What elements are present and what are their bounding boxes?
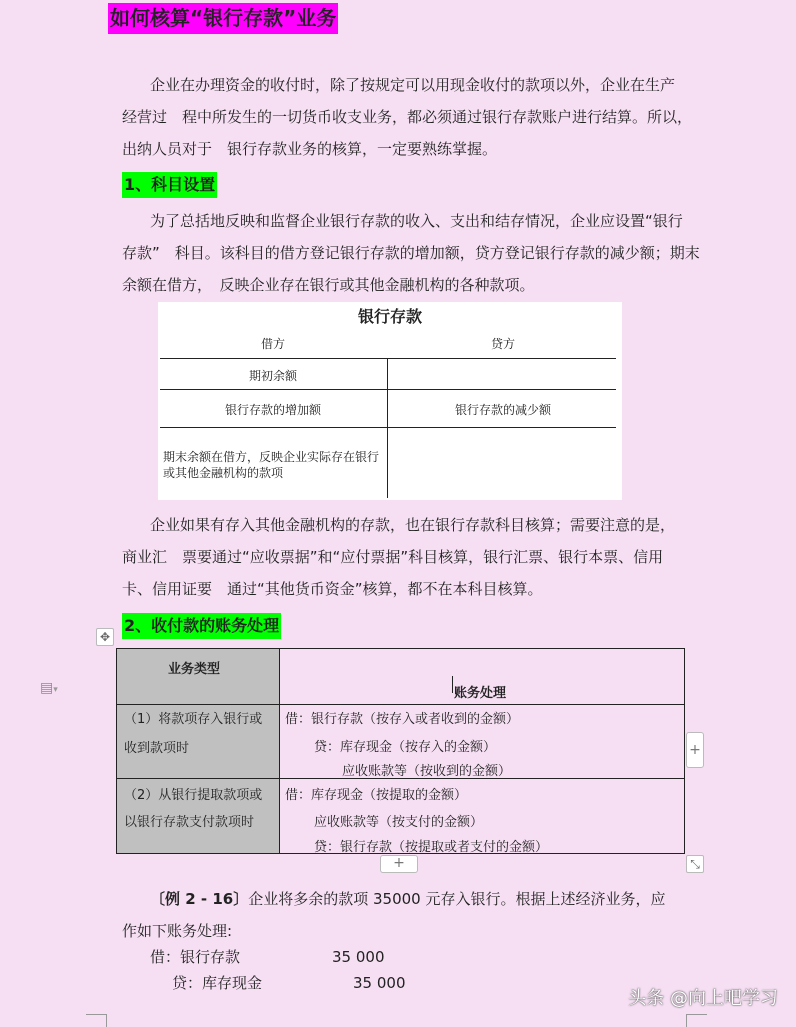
t-account-credit-label: 贷方 <box>490 337 515 351</box>
journal-debit-amount: 35 000 <box>332 948 385 966</box>
intro-line-3: 出纳人员对于 银行存款业务的核算，一定要熟练掌握。 <box>122 140 498 158</box>
row1-entry-line-2: 贷：库存现金（按存入的金额） <box>314 740 497 755</box>
table-header-entry[interactable]: 账务处理 <box>454 686 507 701</box>
t-account-figure <box>158 302 622 500</box>
divider <box>160 427 616 428</box>
journal-credit-account: 贷：库存现金 <box>172 974 263 992</box>
add-row-button[interactable]: + <box>380 855 418 873</box>
note-line-2: 商业汇 票要通过“应收票据”和“应付票据”科目核算，银行汇票、银行本票、信用 <box>122 548 664 566</box>
row1-entry-line-3: 应收账款等（按收到的金额） <box>342 764 512 779</box>
row2-type-line-2: 以银行存款支付款项时 <box>124 815 255 830</box>
row1-entry-line-1: 借：银行存款（按存入或者收到的金额） <box>285 712 520 727</box>
t-account-caption: 银行存款 <box>357 307 422 326</box>
journal-debit-account: 借：银行存款 <box>150 948 241 966</box>
accounting-table <box>116 648 685 854</box>
section1-line-2: 存款” 科目。该科目的借方登记银行存款的增加额，贷方登记银行存款的减少额；期末 <box>122 244 700 262</box>
table-header-type: 业务类型 <box>168 662 221 677</box>
dropdown-caret-icon: ▾ <box>53 685 58 695</box>
divider <box>160 389 616 390</box>
intro-line-1: 企业在办理资金的收付时，除了按规定可以用现金收付的款项以外，企业在生产 <box>150 76 676 94</box>
note-line-1: 企业如果有存入其他金融机构的存款，也在银行存款科目核算；需要注意的是， <box>150 516 676 534</box>
t-account-debit-label: 借方 <box>260 337 285 351</box>
t-account-closing-1: 期末余额在借方，反映企业实际存在银行 <box>163 450 380 464</box>
example-label: 〔例 2 - 16〕 <box>150 890 249 908</box>
row2-entry-line-2: 应收账款等（按支付的金额） <box>314 815 484 830</box>
intro-line-2: 经营过 程中所发生的一切货币收支业务，都必须通过银行存款账户进行结算。所以， <box>122 108 693 126</box>
table-move-handle[interactable]: ✥ <box>96 628 114 646</box>
row1-type-line-2: 收到款项时 <box>124 741 190 756</box>
example-text-1: 企业将多余的款项 35000 元存入银行。根据上述经济业务，应 <box>248 890 666 908</box>
add-column-button[interactable]: + <box>686 732 704 768</box>
divider <box>279 648 280 854</box>
row2-entry-line-3: 贷：银行存款（按提取或者支付的金额） <box>314 840 549 855</box>
page-corner-marker <box>686 1014 707 1027</box>
section1-line-1: 为了总括地反映和监督企业银行存款的收入、支出和结存情况，企业应设置“银行 <box>150 212 683 230</box>
section1-line-3: 余额在借方， 反映企业存在银行或其他金融机构的各种款项。 <box>122 276 535 294</box>
watermark: 头条 @向上吧学习 <box>628 988 778 1009</box>
example-line-1 <box>150 883 665 915</box>
t-account-increase: 银行存款的增加额 <box>224 403 321 417</box>
document-icon[interactable] <box>40 680 58 696</box>
row1-type-line-1: （1）将款项存入银行或 <box>124 712 263 727</box>
note-line-3: 卡、信用证要 通过“其他货币资金”核算，都不在本科目核算。 <box>122 580 543 598</box>
text-cursor <box>452 676 453 693</box>
row2-type-line-1: （2）从银行提取款项或 <box>124 788 263 803</box>
section2-heading: 2、收付款的账务处理 <box>122 613 281 639</box>
divider <box>116 704 685 705</box>
t-account-opening: 期初余额 <box>248 369 297 383</box>
divider <box>160 358 616 359</box>
document-icon-glyph: ▤ <box>40 680 54 696</box>
t-account-decrease: 银行存款的减少额 <box>454 403 551 417</box>
section1-heading: 1、科目设置 <box>122 172 217 198</box>
example-line-2: 作如下账务处理: <box>122 922 233 940</box>
journal-credit-amount: 35 000 <box>353 974 406 992</box>
table-resize-handle[interactable]: ⤡ <box>686 855 704 873</box>
row2-entry-line-1: 借：库存现金（按提取的金额） <box>285 788 468 803</box>
page-title: 如何核算“银行存款”业务 <box>108 3 338 34</box>
t-account-closing-2: 或其他金融机构的款项 <box>163 466 284 480</box>
page-corner-marker <box>86 1014 107 1027</box>
